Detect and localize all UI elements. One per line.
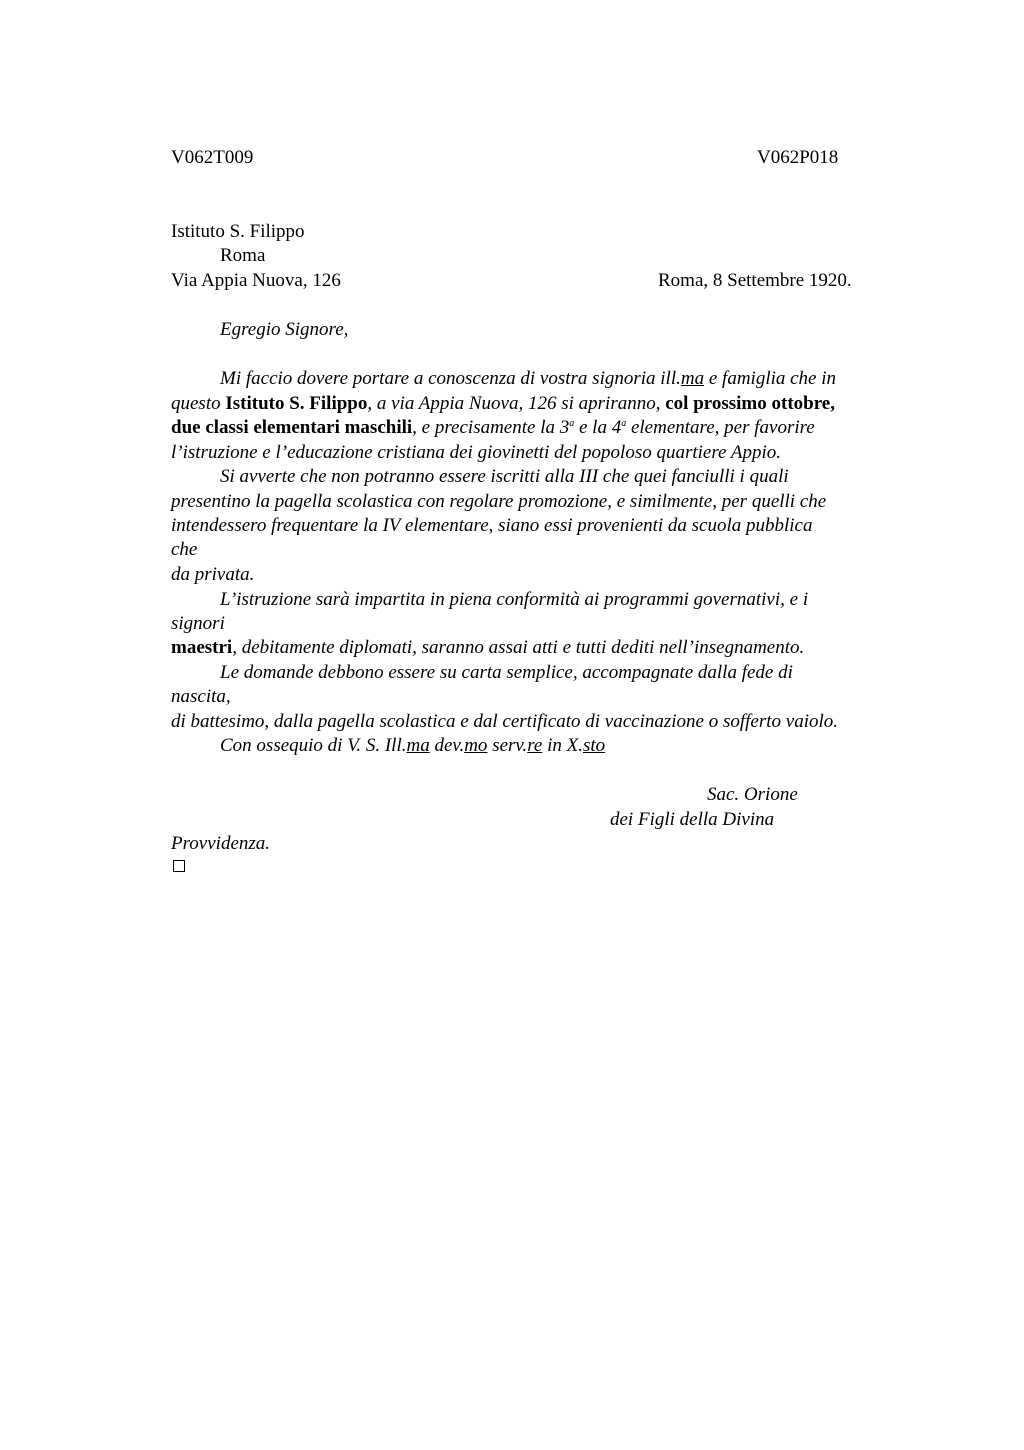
paragraph-2-line-2: presentino la pagella scolastica con regolare promozione, e similmente, per quelli che — [171, 491, 827, 512]
institute-name: Istituto S. Filippo — [171, 221, 305, 242]
paragraph-4-line-2: nascita, — [171, 686, 231, 707]
paragraph-2-line-1: Si avverte che non potranno essere iscritti alla III che quei fanciulli i quali — [220, 466, 789, 487]
signature-name: Sac. Orione — [707, 784, 798, 805]
paragraph-1-line-2: questo Istituto S. Filippo, a via Appia Nuova, 126 si apriranno, col prossimo ottobre, — [171, 393, 835, 414]
signature-title-line-1: dei Figli della Divina — [610, 809, 775, 830]
closing-line: Con ossequio di V. S. Ill.ma dev.mo serv.re in X.sto — [220, 735, 606, 756]
paragraph-4-line-3: di battesimo, dalla pagella scolastica e dal certificato di vaccinazione o sofferto vaiolo. — [171, 711, 839, 732]
institute-city: Roma — [220, 245, 266, 266]
document-code-left: V062T009 — [171, 147, 254, 168]
paragraph-2-line-4: che — [171, 539, 198, 560]
signature-title-line-2: Provvidenza. — [171, 833, 271, 854]
paragraph-2-line-5: da privata. — [171, 564, 255, 585]
salutation: Egregio Signore, — [220, 319, 349, 340]
letter-date: Roma, 8 Settembre 1920. — [658, 270, 852, 291]
institute-street: Via Appia Nuova, 126 — [171, 270, 341, 291]
paragraph-3-line-2: signori — [171, 613, 225, 634]
checkbox-square-icon — [173, 860, 185, 872]
document-code-right: V062P018 — [757, 147, 839, 168]
paragraph-1-line-1: Mi faccio dovere portare a conoscenza di vostra signoria ill.ma e famiglia che in — [220, 368, 837, 389]
paragraph-1-line-4: l’istruzione e l’educazione cristiana dei giovinetti del popoloso quartiere Appio. — [171, 442, 782, 463]
paragraph-3-line-1: L’istruzione sarà impartita in piena conformità ai programmi governativi, e i — [220, 589, 809, 610]
paragraph-2-line-3: intendessero frequentare la IV elementare, siano essi provenienti da scuola pubblica — [171, 515, 813, 536]
paragraph-1-line-3: due classi elementari maschili, e precisamente la 3$^a$ e la 4$^a$ elementare, per favorire — [171, 417, 815, 438]
paragraph-3-line-3: maestri, debitamente diplomati, saranno assai atti e tutti dediti nell’insegnamento. — [171, 637, 805, 658]
paragraph-4-line-1: Le domande debbono essere su carta semplice, accompagnate dalla fede di — [220, 662, 793, 683]
